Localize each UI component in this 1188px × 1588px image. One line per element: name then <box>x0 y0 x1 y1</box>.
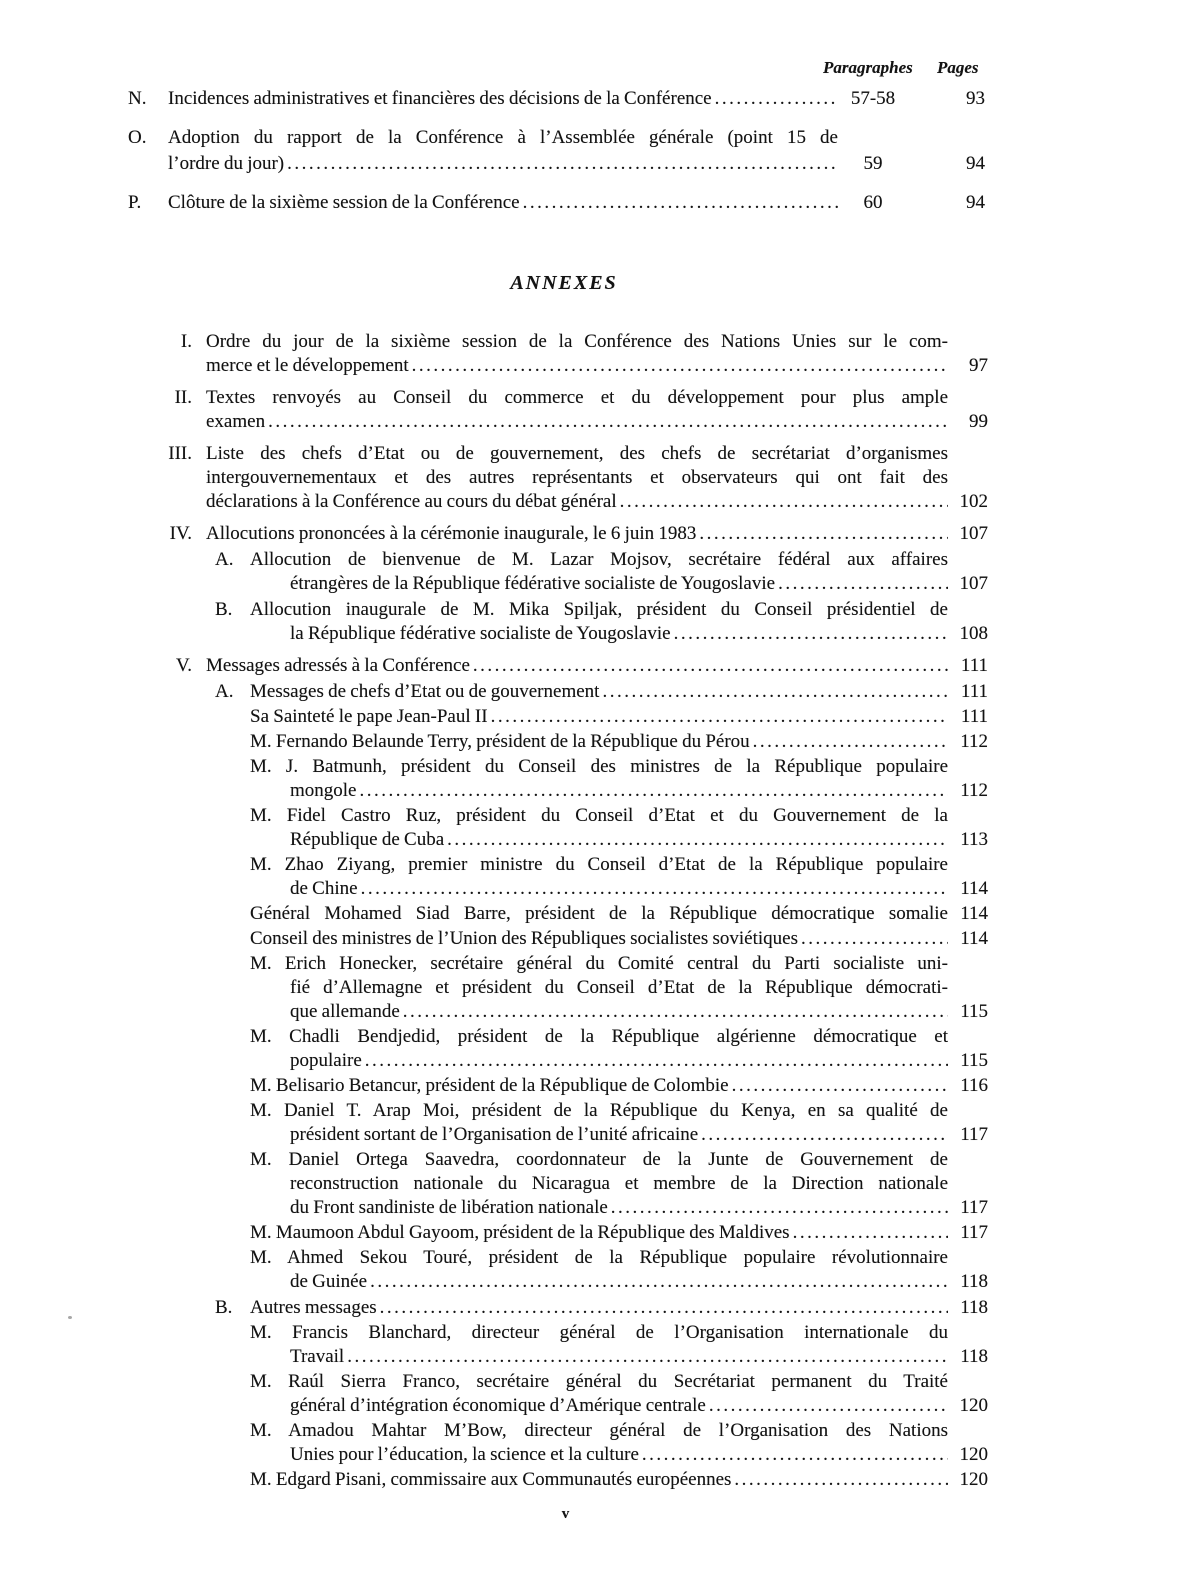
scan-artifact-dot <box>68 1316 72 1319</box>
page-number: 120 <box>959 1395 988 1416</box>
entry-body <box>250 804 948 852</box>
entry-last-line <box>168 86 838 112</box>
entry-last-line <box>250 730 948 754</box>
dot-leader <box>447 828 948 852</box>
entry-body <box>206 330 948 378</box>
entry-label: A. <box>215 549 234 570</box>
page-number: 108 <box>959 623 988 644</box>
entry-line: examen <box>206 411 266 432</box>
toc-entry <box>160 853 988 901</box>
entry-label: II. <box>174 387 192 408</box>
dot-leader <box>715 86 838 112</box>
toc-entry <box>160 705 988 729</box>
entry-label: O. <box>128 127 147 148</box>
dot-leader <box>473 654 948 678</box>
entry-line: M. J. Batmunh, président du Conseil des ministres de la République populaire <box>250 756 948 777</box>
dot-leader <box>801 927 948 951</box>
entry-line: M. Francis Blanchard, directeur général de l’Organisation internationale du <box>250 1322 948 1343</box>
entry-body <box>168 86 838 112</box>
dot-leader <box>403 1000 948 1024</box>
entry-line: que allemande <box>290 1001 400 1022</box>
toc-entry <box>160 1099 988 1147</box>
entry-body <box>250 1074 948 1098</box>
entry-body <box>206 442 948 514</box>
entry-last-line <box>250 828 948 852</box>
toc-entry <box>160 927 988 951</box>
entry-last-line <box>250 1049 948 1073</box>
entry-body <box>250 755 948 803</box>
entry-line: Liste des chefs d’Etat ou de gouvernement, des chefs de secrétariat d’organismes <box>206 443 948 464</box>
toc-entry <box>160 1148 988 1220</box>
toc-entry <box>160 386 988 434</box>
entry-body <box>250 705 948 729</box>
entry-body <box>250 548 948 596</box>
entry-body <box>250 1296 948 1320</box>
entry-last-line <box>250 1221 948 1245</box>
entry-label: A. <box>215 681 234 702</box>
entry-body <box>250 1419 948 1467</box>
entry-line: M. Erich Honecker, secrétaire général du Comité central du Parti socialiste uni- <box>250 953 948 974</box>
entry-line: de Guinée <box>290 1271 368 1292</box>
toc-entry <box>160 1246 988 1294</box>
toc-entry <box>160 1321 988 1369</box>
entry-line: M. Belisario Betancur, président de la République de Colombie <box>250 1075 729 1096</box>
dot-leader <box>361 877 948 901</box>
page-number: 102 <box>959 491 988 512</box>
entry-last-line <box>250 1296 948 1320</box>
page-number: 112 <box>960 780 988 801</box>
entry-line: étrangères de la République fédérative socialiste de Yougoslavie <box>290 573 776 594</box>
entry-line: général d’intégration économique d’Amérique centrale <box>290 1395 706 1416</box>
page-number: 117 <box>960 1222 988 1243</box>
toc-entry <box>160 1419 988 1467</box>
entry-line: Travail <box>290 1346 345 1367</box>
page-number: 120 <box>959 1444 988 1465</box>
page-number: 120 <box>959 1469 988 1490</box>
toc-entry <box>128 125 985 177</box>
entry-line: président sortant de l’Organisation de l’unité africaine <box>290 1124 699 1145</box>
entry-last-line <box>250 1394 948 1418</box>
entry-body <box>250 1221 948 1245</box>
entry-last-line <box>206 654 948 678</box>
entry-last-line <box>168 190 838 216</box>
entry-line: merce et le développement <box>206 355 409 376</box>
entry-line: Textes renvoyés au Conseil du commerce et du développement pour plus ample <box>206 387 948 408</box>
toc-entry <box>128 86 985 112</box>
entry-last-line <box>250 1196 948 1220</box>
entry-line: Allocution inaugurale de M. Mika Spiljak, président du Conseil présidentiel de <box>250 599 948 620</box>
page-number: 118 <box>960 1271 988 1292</box>
entry-last-line <box>250 1074 948 1098</box>
entry-line: Sa Sainteté le pape Jean-Paul II <box>250 706 488 727</box>
entry-line: Clôture de la sixième session de la Conférence <box>168 192 520 213</box>
toc-entry <box>160 1025 988 1073</box>
entry-last-line <box>250 1270 948 1294</box>
entry-line: du Front sandiniste de libération nationale <box>290 1197 608 1218</box>
entry-body <box>250 1099 948 1147</box>
entry-last-line <box>250 1000 948 1024</box>
entry-last-line <box>250 779 948 803</box>
dot-leader <box>793 1221 948 1245</box>
entry-body <box>168 125 838 177</box>
page-footer-number: v <box>561 1506 570 1522</box>
toc-entry <box>160 1074 988 1098</box>
toc-top-section <box>128 86 985 229</box>
entry-line: Adoption du rapport de la Conférence à l’Assemblée générale (point 15 de <box>168 127 838 148</box>
dot-leader <box>701 1123 948 1147</box>
page-number: 115 <box>960 1050 988 1071</box>
page-number: 117 <box>960 1124 988 1145</box>
dot-leader <box>611 1196 948 1220</box>
dot-leader <box>699 522 948 546</box>
entry-line: Allocution de bienvenue de M. Lazar Mojsov, secrétaire fédéral aux affaires <box>250 549 948 570</box>
page-number: 111 <box>960 681 988 702</box>
page-number: 117 <box>960 1197 988 1218</box>
page-number: 118 <box>960 1346 988 1367</box>
page-number: 115 <box>960 1001 988 1022</box>
entry-line: mongole <box>290 780 357 801</box>
dot-leader <box>753 730 948 754</box>
entry-body <box>250 1246 948 1294</box>
entry-line: déclarations à la Conférence au cours du débat général <box>206 491 617 512</box>
toc-entry <box>160 548 988 596</box>
toc-entry <box>160 1296 988 1320</box>
toc-entry <box>128 190 985 216</box>
paragraph-range: 57-58 <box>850 88 896 109</box>
entry-last-line <box>206 522 948 546</box>
toc-entry <box>160 680 988 704</box>
page-number: 97 <box>969 355 988 376</box>
entry-line: Unies pour l’éducation, la science et la culture <box>290 1444 639 1465</box>
entry-line: M. Daniel T. Arap Moi, président de la République du Kenya, en sa qualité de <box>250 1100 948 1121</box>
dot-leader <box>778 572 948 596</box>
toc-entry <box>160 952 988 1024</box>
dot-leader <box>674 622 948 646</box>
column-header-paragraphs: Paragraphes <box>823 58 913 77</box>
entry-last-line <box>250 1443 948 1467</box>
entry-body <box>206 654 948 678</box>
column-header-pages: Pages <box>937 58 979 77</box>
entry-line: Autres messages <box>250 1297 377 1318</box>
page-number: 114 <box>960 928 988 949</box>
dot-leader <box>412 354 948 378</box>
entry-last-line <box>250 572 948 596</box>
entry-body <box>250 680 948 704</box>
column-headers <box>0 58 1188 82</box>
page-number: 99 <box>969 411 988 432</box>
entry-line: République de Cuba <box>290 829 445 850</box>
entry-label: B. <box>215 599 233 620</box>
entry-body <box>168 190 838 216</box>
entry-body <box>250 927 948 951</box>
toc-entry <box>160 730 988 754</box>
entry-label: P. <box>128 192 142 213</box>
page-number: 114 <box>960 903 988 924</box>
entry-body <box>250 1148 948 1220</box>
dot-leader <box>370 1270 948 1294</box>
page-number: 94 <box>966 153 985 174</box>
page-number: 118 <box>960 1297 988 1318</box>
dot-leader <box>380 1296 948 1320</box>
entry-last-line <box>250 705 948 729</box>
entry-last-line <box>206 410 948 434</box>
entry-last-line <box>168 151 838 177</box>
dot-leader <box>620 490 948 514</box>
dot-leader <box>287 151 838 177</box>
entry-last-line <box>250 622 948 646</box>
entry-line: l’ordre du jour) <box>168 153 285 174</box>
page-number: 111 <box>960 706 988 727</box>
entry-label: B. <box>215 1297 233 1318</box>
entry-line: de Chine <box>290 878 358 899</box>
dot-leader <box>523 190 838 216</box>
entry-line: Incidences administratives et financières des décisions de la Conférence <box>168 88 712 109</box>
page-number: 116 <box>960 1075 988 1096</box>
entry-line: M. Edgard Pisani, commissaire aux Communautés européennes <box>250 1469 732 1490</box>
entry-label: IV. <box>169 523 192 544</box>
entry-body <box>250 1025 948 1073</box>
entry-last-line <box>206 354 948 378</box>
page-number: 93 <box>966 88 985 109</box>
entry-body <box>206 386 948 434</box>
entry-line: M. Maumoon Abdul Gayoom, président de la République des Maldives <box>250 1222 790 1243</box>
toc-entry <box>160 1468 988 1492</box>
paragraph-range: 59 <box>863 153 883 174</box>
entry-line: M. Ahmed Sekou Touré, président de la République populaire révolutionnaire <box>250 1247 948 1268</box>
entry-body <box>250 853 948 901</box>
entry-line: Ordre du jour de la sixième session de la Conférence des Nations Unies sur le com- <box>206 331 948 352</box>
entry-last-line <box>206 490 948 514</box>
entry-body <box>206 522 948 546</box>
entry-label: I. <box>180 331 192 352</box>
entry-line: intergouvernementaux et des autres représentants et observateurs qui ont fait des <box>206 467 948 488</box>
page-number: 113 <box>960 829 988 850</box>
entry-line: Général Mohamed Siad Barre, président de la République démocratique somalie <box>250 903 948 924</box>
entry-body <box>250 1468 948 1492</box>
page-number: 107 <box>959 523 988 544</box>
dot-leader <box>360 779 949 803</box>
entry-body <box>250 952 948 1024</box>
toc-entry <box>160 654 988 678</box>
dot-leader <box>602 680 948 704</box>
entry-line: populaire <box>290 1050 362 1071</box>
dot-leader <box>642 1443 948 1467</box>
entry-line: M. Fidel Castro Ruz, président du Conseil d’Etat et du Gouvernement de la <box>250 805 948 826</box>
entry-last-line <box>250 927 948 951</box>
entry-last-line <box>250 1123 948 1147</box>
toc-entry <box>160 442 988 514</box>
entry-body <box>250 902 948 926</box>
entry-body <box>250 730 948 754</box>
dot-leader <box>732 1074 948 1098</box>
entry-line: M. Daniel Ortega Saavedra, coordonnateur de la Junte de Gouvernement de <box>250 1149 948 1170</box>
entry-last-line <box>250 1468 948 1492</box>
entry-line: M. Amadou Mahtar M’Bow, directeur général de l’Organisation des Nations <box>250 1420 948 1441</box>
entry-last-line <box>250 680 948 704</box>
page-number: 112 <box>960 731 988 752</box>
entry-line: fié d’Allemagne et président du Conseil d’Etat de la République démocrati- <box>290 977 948 998</box>
page-number: 111 <box>960 655 988 676</box>
page-number: 107 <box>959 573 988 594</box>
dot-leader <box>365 1049 948 1073</box>
entry-last-line <box>250 877 948 901</box>
dot-leader <box>268 410 948 434</box>
entry-body <box>250 1321 948 1369</box>
toc-entry <box>160 1221 988 1245</box>
entry-label: V. <box>175 655 192 676</box>
entry-line: Messages de chefs d’Etat ou de gouvernement <box>250 681 600 702</box>
toc-entry <box>160 598 988 646</box>
entry-line: Messages adressés à la Conférence <box>206 655 470 676</box>
toc-entry <box>160 804 988 852</box>
toc-entry <box>160 330 988 378</box>
annexes-title: ANNEXES <box>510 272 618 294</box>
entry-last-line <box>250 1345 948 1369</box>
entry-line: M. Chadli Bendjedid, président de la République algérienne démocratique et <box>250 1026 948 1047</box>
dot-leader <box>734 1468 948 1492</box>
toc-entry <box>160 522 988 546</box>
entry-line: M. Fernando Belaunde Terry, président de la République du Pérou <box>250 731 750 752</box>
dot-leader <box>347 1345 948 1369</box>
toc-entry <box>160 902 988 926</box>
entry-line: la République fédérative socialiste de Yougoslavie <box>290 623 671 644</box>
entry-label: III. <box>168 443 192 464</box>
dot-leader <box>709 1394 948 1418</box>
toc-entry <box>160 755 988 803</box>
dot-leader <box>491 705 948 729</box>
entry-line: Allocutions prononcées à la cérémonie inaugurale, le 6 juin 1983 <box>206 523 697 544</box>
annexes-list <box>160 330 988 1492</box>
entry-body <box>250 1370 948 1418</box>
entry-body <box>250 598 948 646</box>
entry-label: N. <box>128 88 147 109</box>
entry-line: Conseil des ministres de l’Union des Républiques socialistes soviétiques <box>250 928 798 949</box>
page-number: 94 <box>966 192 985 213</box>
entry-line: M. Raúl Sierra Franco, secrétaire général du Secrétariat permanent du Traité <box>250 1371 948 1392</box>
toc-entry <box>160 1370 988 1418</box>
paragraph-range: 60 <box>863 192 883 213</box>
page-number: 114 <box>960 878 988 899</box>
entry-line: M. Zhao Ziyang, premier ministre du Conseil d’Etat de la République populaire <box>250 854 948 875</box>
entry-line: reconstruction nationale du Nicaragua et membre de la Direction nationale <box>290 1173 948 1194</box>
